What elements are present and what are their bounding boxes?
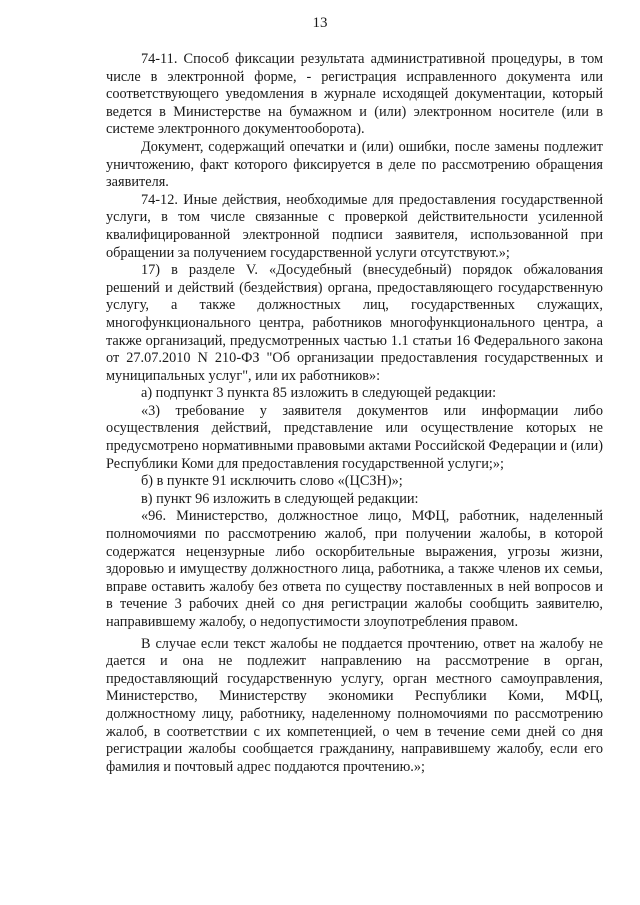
paragraph-subitem-a: а) подпункт 3 пункта 85 изложить в следующей редакции: bbox=[141, 385, 497, 402]
paragraph-subitem-b: б) в пункте 91 исключить слово «(ЦСЗН)»; bbox=[141, 473, 403, 490]
paragraph-item-17: 17) в разделе V. «Досудебный (внесудебный) порядок обжалования решений и действий (бездействия) органа, предоставляющего государственную услугу, а также должностных лиц, государственных служащих, многофункционального центра, работников многофункционального центра, а также организаций, предусмотренных частью 1.1 статьи 16 Федерального закона от 27.07.2010 N 210-ФЗ "Об организации предоставления государственных и муниципальных услуг", или их работников»: bbox=[106, 262, 603, 384]
document-body bbox=[106, 51, 603, 776]
paragraph-document-destruction: Документ, содержащий опечатки и (или) ошибки, после замены подлежит уничтожению, факт которого фиксируется в деле по рассмотрению обращения заявителя. bbox=[106, 138, 603, 191]
paragraph-74-12: 74-12. Иные действия, необходимые для предоставления государственной услуги, в том числе связанные с проверкой действительности усиленной квалифицированной электронной подписи заявителя, использованной при обращении за получением государственной услуги отсутствуют.»; bbox=[106, 191, 603, 261]
page-number: 13 bbox=[312, 15, 328, 31]
paragraph-96: «96. Министерство, должностное лицо, МФЦ, работник, наделенный полномочиями по рассмотрению жалоб, при получении жалобы, в которой содержатся нецензурные либо оскорбительные выражения, угрозы жизни, здоровью и имуществу должностного лица, работника, а также членов их семьи, вправе оставить жалобу без ответа по существу поставленных в ней вопросов и в течение 3 рабочих дней со дня регистрации жалобы сообщить заявителю, направившему жалобу, о недопустимости злоупотребления правом. bbox=[106, 508, 603, 630]
paragraph-subitem-v: в) пункт 96 изложить в следующей редакции: bbox=[141, 490, 419, 507]
paragraph-74-11: 74-11. Способ фиксации результата административной процедуры, в том числе в электронной форме, - регистрация исправленного документа или соответствующего уведомления в журнале исходящей документации, который ведется в Министерстве на бумажном и (или) электронном носителе (или в системе электронного документооборота). bbox=[106, 51, 603, 138]
paragraph-subitem-a-text: «3) требование у заявителя документов или информации либо осуществления действий, представление или осуществление которых не предусмотрено нормативными правовыми актами Российской Федерации и (или) Республики Коми для предоставления государственной услуги;»; bbox=[106, 402, 603, 472]
paragraph-unreadable-complaint: В случае если текст жалобы не поддается прочтению, ответ на жалобу не дается и она не подлежит направлению на рассмотрение в орган, предоставляющий государственную услугу, орган местного самоуправления, Министерство, Министерству экономики Республики Коми, МФЦ, должностному лицу, работнику, наделенному полномочиями по рассмотрению жалоб, в соответствии с их компетенцией, о чем в течение семи дней со дня регистрации жалобы сообщается гражданину, направившему жалобу, если его фамилия и почтовый адрес поддаются прочтению.»; bbox=[106, 635, 603, 775]
